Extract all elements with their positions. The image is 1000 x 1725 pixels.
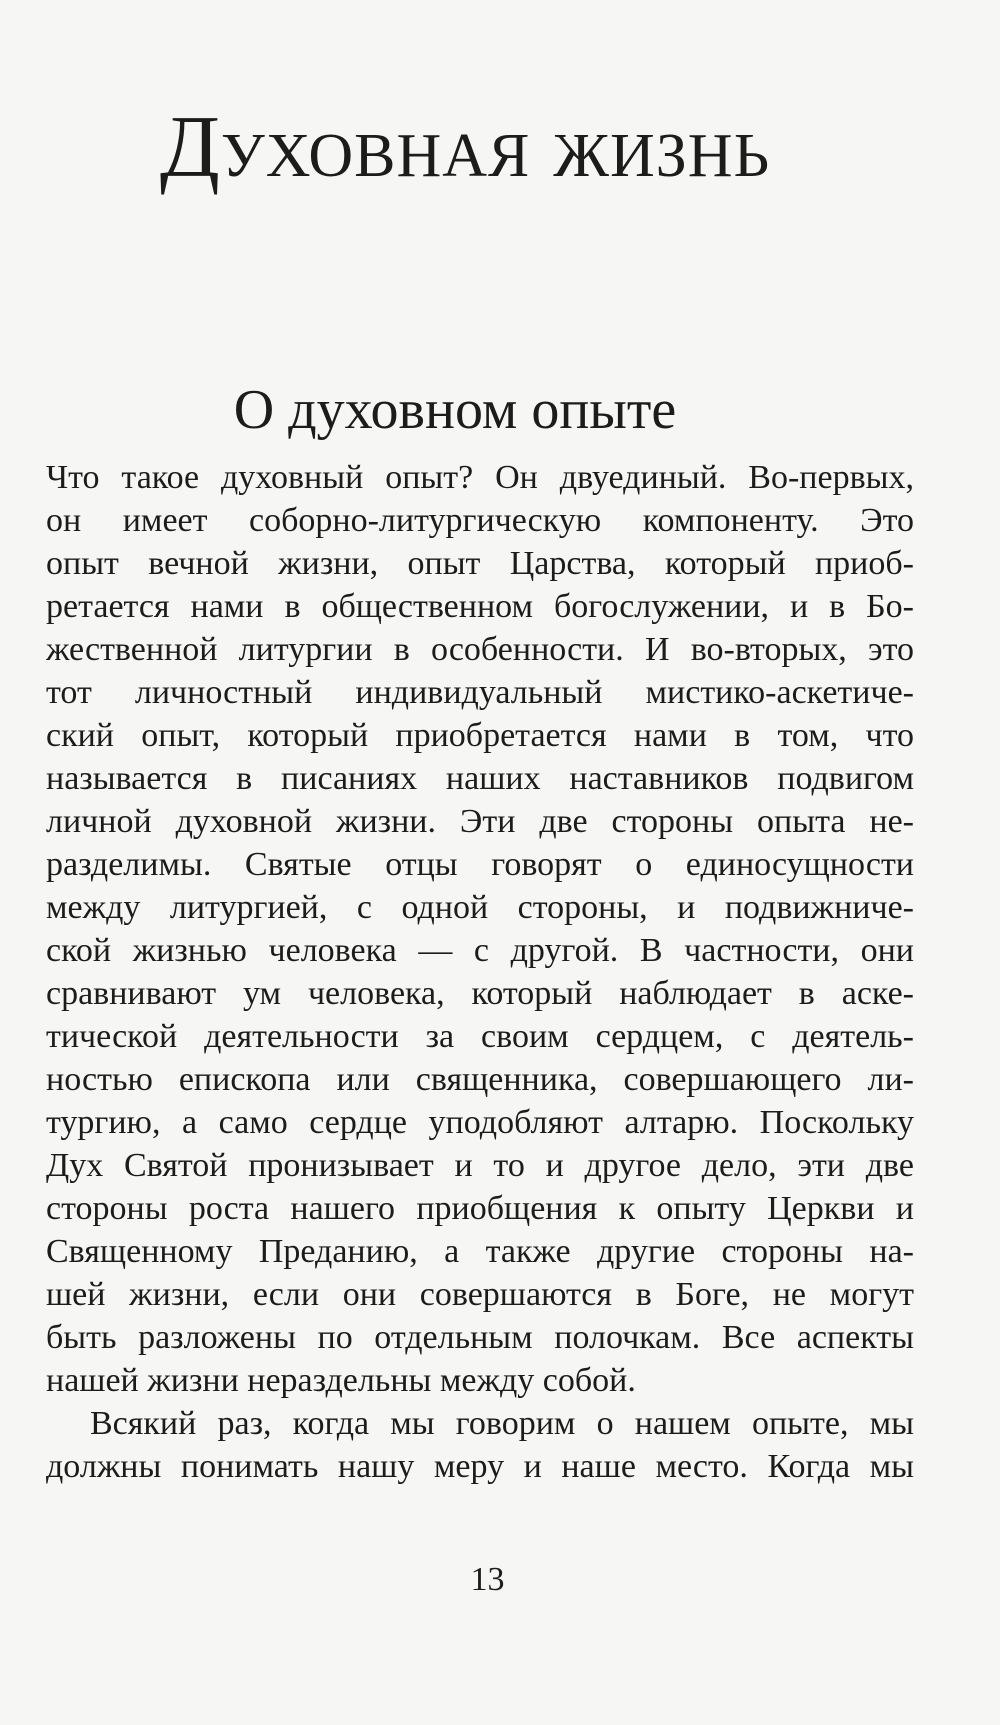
text-line: шей жизни, если они совершаются в Боге, не могут <box>46 1276 914 1313</box>
text-line: стороны роста нашего приобщения к опыту Церкви и <box>46 1190 914 1227</box>
paragraph <box>46 1402 914 1488</box>
text-line: тической деятельности за своим сердцем, с деятель- <box>46 1018 914 1055</box>
text-line: личной духовной жизни. Эти две стороны опыта не- <box>46 803 914 840</box>
text-line: должны понимать нашу меру и наше место. Когда мы <box>46 1448 914 1485</box>
text-line: называется в писаниях наших наставников подвигом <box>46 760 914 797</box>
text-line: ской жизнью человека — с другой. В частности, они <box>46 932 914 969</box>
text-line: ностью епископа или священника, совершающего ли- <box>46 1061 914 1098</box>
paragraph <box>46 456 914 1402</box>
text-line: между литургией, с одной стороны, и подвижниче- <box>46 889 914 926</box>
page-number: 13 <box>470 1561 505 1598</box>
text-line: тургию, а само сердце уподобляют алтарю. Поскольку <box>46 1104 914 1141</box>
text-line: ский опыт, который приобретается нами в том, что <box>46 717 914 754</box>
text-line: быть разложены по отдельным полочкам. Все аспекты <box>46 1319 914 1356</box>
text-line: Всякий раз, когда мы говорим о нашем опыте, мы <box>90 1405 914 1442</box>
text-line: жественной литургии в особенности. И во-вторых, это <box>46 631 914 668</box>
text-line: сравнивают ум человека, который наблюдает в аске- <box>46 975 914 1012</box>
text-line: Что такое духовный опыт? Он двуединый. Во-первых, <box>46 459 914 496</box>
section-title: О духовном опыте <box>233 379 677 441</box>
body-text <box>46 456 914 1488</box>
text-line: разделимы. Святые отцы говорят о единосущности <box>46 846 914 883</box>
text-line: Священному Преданию, а также другие стороны на- <box>46 1233 914 1270</box>
text-line: он имеет соборно-литургическую компоненту. Это <box>46 502 914 539</box>
text-line: Дух Святой пронизывает и то и другое дело, эти две <box>46 1147 914 1184</box>
text-line: ретается нами в общественном богослужении, и в Бо- <box>46 588 914 625</box>
text-line: тот личностный индивидуальный мистико-аскетиче- <box>46 674 914 711</box>
text-line: нашей жизни нераздельны между собой. <box>46 1362 636 1399</box>
chapter-title: Духовная жизнь <box>159 99 771 196</box>
text-line: опыт вечной жизни, опыт Царства, который приоб- <box>46 545 914 582</box>
